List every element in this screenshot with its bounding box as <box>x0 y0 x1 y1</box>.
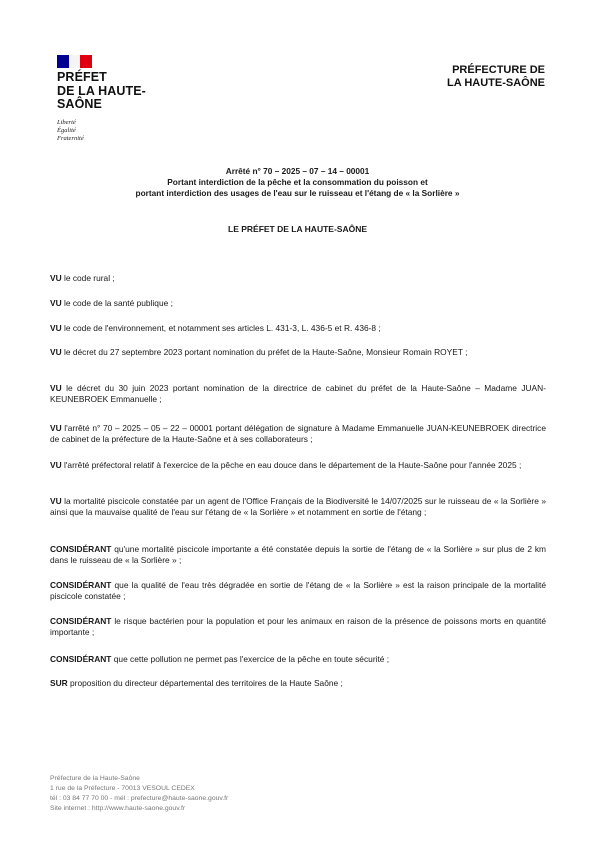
visa-lead: VU <box>50 460 62 470</box>
visa-paragraph <box>50 423 546 445</box>
visa-paragraph <box>50 460 546 471</box>
motto-line: Fraternité <box>57 135 84 142</box>
republic-motto <box>57 119 84 143</box>
considerant-lead: CONSIDÉRANT <box>50 544 112 554</box>
page-footer <box>50 774 228 814</box>
considerant-paragraph <box>50 616 546 638</box>
prefecture-line: PRÉFECTURE DE <box>452 64 545 76</box>
considerant-paragraph <box>50 580 546 602</box>
prefecture-line: LA HAUTE-SAÔNE <box>447 77 545 89</box>
prefet-line: SAÔNE <box>57 97 102 111</box>
visa-lead: VU <box>50 496 62 506</box>
considerant-text: que la qualité de l'eau très dégradée en sortie de l'étang de « la Sorlière » est la raison principale de la mortalité piscicole constatée ; <box>50 580 546 601</box>
considerant-text: le risque bactérien pour la population et pour les animaux en raison de la présence de poissons morts en quantité importante ; <box>50 616 546 637</box>
visa-text: le décret du 30 juin 2023 portant nomination de la directrice de cabinet du préfet de la Haute-Saône – Madame JUAN-KEUNEBROEK Emmanuelle ; <box>50 383 546 404</box>
authority-heading: LE PRÉFET DE LA HAUTE-SAÔNE <box>228 224 367 234</box>
visa-text: le décret du 27 septembre 2023 portant nomination du préfet de la Haute-Saône, Monsieur Romain ROYET ; <box>61 347 468 357</box>
arrete-title-line: Portant interdiction de la pêche et la consommation du poisson et <box>167 177 428 187</box>
visa-paragraph <box>50 273 546 284</box>
considerant-paragraph <box>50 654 546 665</box>
visa-text: le code de la santé publique ; <box>61 298 173 308</box>
considerant-text: que cette pollution ne permet pas l'exercice de la pêche en toute sécurité ; <box>111 654 390 664</box>
motto-line: Liberté <box>57 119 76 126</box>
visa-lead: VU <box>50 273 62 283</box>
footer-line: Site internet : http://www.haute-saone.gouv.fr <box>50 805 186 812</box>
sur-text: proposition du directeur départemental des territoires de la Haute Saône ; <box>67 678 343 688</box>
considerant-lead: CONSIDÉRANT <box>50 616 112 626</box>
visa-lead: VU <box>50 298 62 308</box>
considerant-paragraph <box>50 544 546 566</box>
visa-text: le code rural ; <box>61 273 115 283</box>
prefet-line: DE LA HAUTE- <box>57 83 146 98</box>
visa-text: la mortalité piscicole constatée par un agent de l'Office Français de la Biodiversité le 14/07/2025 sur le ruisseau de « la Sorlière » ainsi que la mauvaise qualité de l'eau sur l'étang de « la Sorlière » et notamment en sortie de l'étang ; <box>50 496 546 517</box>
arrete-heading <box>60 166 535 199</box>
marianne-flag-logo <box>57 55 92 68</box>
arrete-title-line: portant interdiction des usages de l'eau sur le ruisseau et l'étang de « la Sorlière » <box>135 188 460 198</box>
footer-line: 1 rue de la Préfecture - 70013 VESOUL CEDEX <box>50 785 195 792</box>
visa-text: l'arrêté préfectoral relatif à l'exercice de la pêche en eau douce dans le département de la Haute-Saône pour l'année 2025 ; <box>61 460 522 470</box>
footer-line: Préfecture de la Haute-Saône <box>50 775 140 782</box>
sur-proposition-paragraph <box>50 678 546 689</box>
visa-paragraph <box>50 383 546 405</box>
prefet-logo-title <box>57 71 146 112</box>
visa-paragraph <box>50 496 546 518</box>
visa-lead: VU <box>50 383 62 393</box>
visa-paragraph <box>50 323 546 334</box>
arrete-number: Arrêté n° 70 – 2025 – 07 – 14 – 00001 <box>225 166 370 176</box>
visa-text: l'arrêté n° 70 – 2025 – 05 – 22 – 00001 portant délégation de signature à Madame Emmanuelle JUAN-KEUNEBROEK directrice de cabinet de la préfecture de la Haute-Saône et à ses collaborateurs ; <box>50 423 546 444</box>
visa-paragraph <box>50 347 546 358</box>
footer-line: tél : 03 84 77 70 00 - mél : prefecture@haute-saone.gouv.fr <box>50 795 229 802</box>
considerant-lead: CONSIDÉRANT <box>50 580 112 590</box>
considerant-lead: CONSIDÉRANT <box>50 654 112 664</box>
prefecture-header <box>447 64 545 90</box>
visa-lead: VU <box>50 347 62 357</box>
motto-line: Égalité <box>57 127 76 134</box>
sur-lead: SUR <box>50 678 68 688</box>
visa-text: le code de l'environnement, et notamment ses articles L. 431-3, L. 436-5 et R. 436-8 ; <box>61 323 381 333</box>
considerant-text: qu'une mortalité piscicole importante a été constatée depuis la sortie de l'étang de « la Sorlière » sur plus de 2 km dans le ruisseau de « la Sorlière » ; <box>50 544 546 565</box>
prefet-line: PRÉFET <box>57 70 107 84</box>
visa-lead: VU <box>50 423 62 433</box>
visa-lead: VU <box>50 323 62 333</box>
visa-paragraph <box>50 298 546 309</box>
